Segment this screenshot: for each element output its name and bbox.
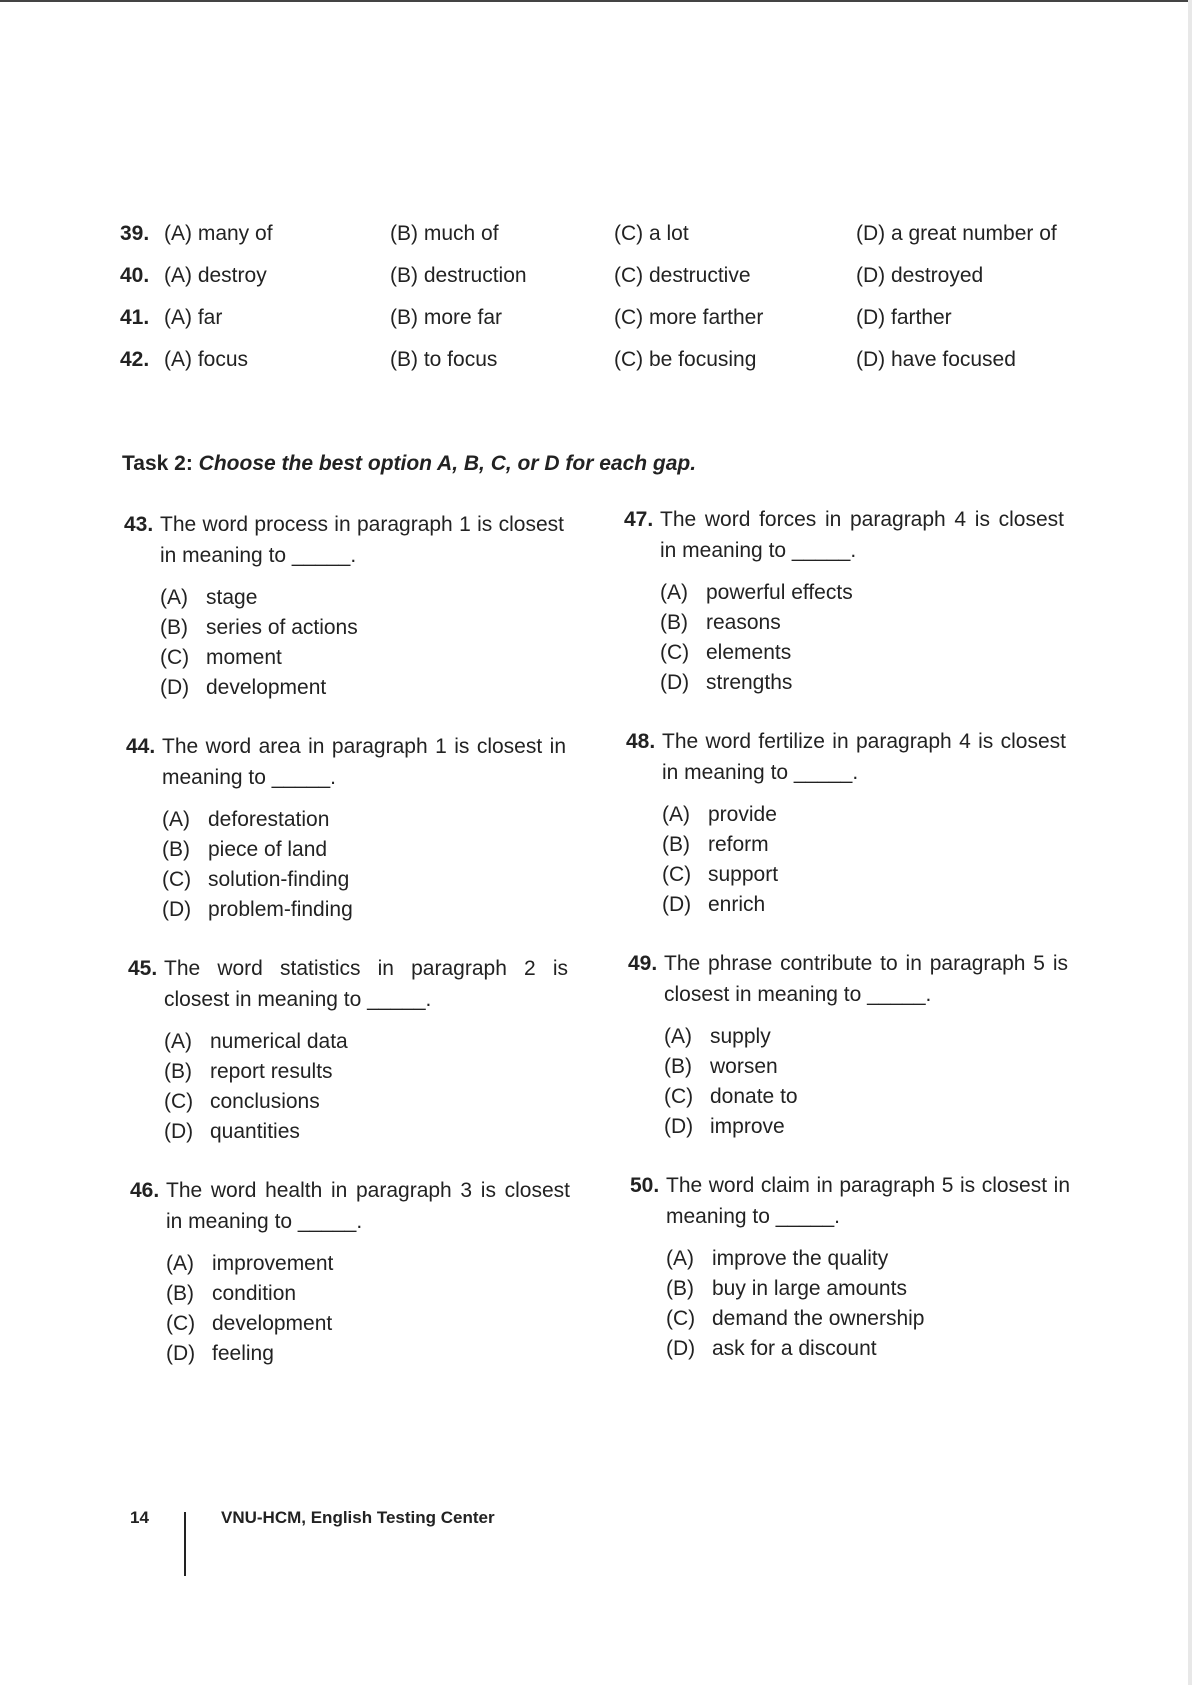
- question-number: 39.: [120, 222, 150, 245]
- answer-row-40: [120, 264, 1080, 298]
- choice-c: (C) conclusions: [164, 1090, 320, 1113]
- question-stem: The word claim in paragraph 5 is closest in meaning to _____.: [666, 1174, 1070, 1228]
- choice-c: (C) moment: [160, 646, 282, 669]
- option-c: (C) be focusing: [614, 348, 757, 371]
- option-b: (B) to focus: [390, 348, 498, 371]
- option-a: (A) many of: [164, 222, 273, 245]
- choice-d: (D) enrich: [662, 893, 766, 916]
- question-number: 49.: [628, 952, 658, 975]
- task-instruction: Choose the best option A, B, C, or D for each gap.: [198, 452, 697, 475]
- option-b: (B) much of: [390, 222, 499, 245]
- choice-a: (A) provide: [662, 803, 777, 826]
- question-stem: The word process in paragraph 1 is closest in meaning to _____.: [160, 513, 564, 567]
- question-number: 40.: [120, 264, 150, 287]
- choice-b: (B) buy in large amounts: [666, 1277, 907, 1300]
- option-c: (C) destructive: [614, 264, 751, 287]
- question-44: [126, 731, 566, 925]
- question-stem: The word health in paragraph 3 is closest in meaning to _____.: [166, 1179, 570, 1233]
- question-43: [124, 509, 564, 703]
- choice-b: (B) condition: [166, 1282, 297, 1305]
- choice-b: (B) worsen: [664, 1055, 778, 1078]
- choice-b: (B) series of actions: [160, 616, 358, 639]
- task-label: Task 2:: [122, 452, 193, 475]
- option-a: (A) focus: [164, 348, 249, 371]
- choice-a: (A) improvement: [166, 1252, 334, 1275]
- page-number: 14: [130, 1508, 149, 1527]
- task-2-heading: [122, 452, 696, 476]
- answer-row-39: [120, 222, 1080, 256]
- choice-c: (C) support: [662, 863, 779, 886]
- question-number: 42.: [120, 348, 150, 371]
- choice-a: (A) deforestation: [162, 808, 330, 831]
- option-a: (A) far: [164, 306, 223, 329]
- option-b: (B) destruction: [390, 264, 527, 287]
- choice-b: (B) reform: [662, 833, 769, 856]
- choice-b: (B) piece of land: [162, 838, 328, 861]
- option-d: (D) destroyed: [856, 264, 984, 287]
- choice-d: (D) strengths: [660, 671, 793, 694]
- choice-a: (A) stage: [160, 586, 258, 609]
- question-number: 44.: [126, 735, 156, 758]
- question-number: 50.: [630, 1174, 660, 1197]
- page-right-edge: [1188, 0, 1192, 1685]
- question-stem: The phrase contribute to in paragraph 5 is closest in meaning to _____.: [664, 952, 1068, 1006]
- choice-d: (D) problem-finding: [162, 898, 353, 921]
- choice-d: (D) ask for a discount: [666, 1337, 877, 1360]
- question-number: 41.: [120, 306, 150, 329]
- footer-divider: [184, 1512, 186, 1576]
- question-number: 47.: [624, 508, 654, 531]
- choice-c: (C) donate to: [664, 1085, 798, 1108]
- choice-a: (A) improve the quality: [666, 1247, 889, 1270]
- answer-row-42: [120, 348, 1080, 382]
- option-c: (C) a lot: [614, 222, 689, 245]
- question-stem: The word fertilize in paragraph 4 is closest in meaning to _____.: [662, 730, 1066, 784]
- choice-d: (D) quantities: [164, 1120, 300, 1143]
- choice-c: (C) elements: [660, 641, 792, 664]
- option-b: (B) more far: [390, 306, 503, 329]
- choice-c: (C) development: [166, 1312, 333, 1335]
- question-number: 48.: [626, 730, 656, 753]
- choice-a: (A) powerful effects: [660, 581, 853, 604]
- option-c: (C) more farther: [614, 306, 764, 329]
- choice-a: (A) numerical data: [164, 1030, 348, 1053]
- question-stem: The word forces in paragraph 4 is closest in meaning to _____.: [660, 508, 1064, 562]
- question-47: [624, 504, 1064, 698]
- question-46: [130, 1175, 570, 1369]
- question-48: [626, 726, 1066, 920]
- page-top-border: [0, 0, 1192, 2]
- question-stem: The word statistics in paragraph 2 is closest in meaning to _____.: [164, 957, 568, 1011]
- choice-c: (C) solution-finding: [162, 868, 350, 891]
- question-number: 45.: [128, 957, 158, 980]
- option-d: (D) have focused: [856, 348, 1016, 371]
- choice-b: (B) report results: [164, 1060, 333, 1083]
- option-d: (D) a great number of: [856, 222, 1057, 245]
- question-number: 46.: [130, 1179, 160, 1202]
- option-d: (D) farther: [856, 306, 952, 329]
- question-45: [128, 953, 568, 1147]
- question-number: 43.: [124, 513, 154, 536]
- choice-d: (D) development: [160, 676, 327, 699]
- question-49: [628, 948, 1068, 1142]
- choice-d: (D) feeling: [166, 1342, 274, 1365]
- option-a: (A) destroy: [164, 264, 267, 287]
- question-50: [630, 1170, 1070, 1364]
- answer-row-41: [120, 306, 1080, 340]
- choice-a: (A) supply: [664, 1025, 771, 1048]
- choice-d: (D) improve: [664, 1115, 785, 1138]
- footer-center-name: VNU-HCM, English Testing Center: [221, 1508, 495, 1527]
- choice-b: (B) reasons: [660, 611, 781, 634]
- choice-c: (C) demand the ownership: [666, 1307, 925, 1330]
- question-stem: The word area in paragraph 1 is closest in meaning to _____.: [162, 735, 566, 789]
